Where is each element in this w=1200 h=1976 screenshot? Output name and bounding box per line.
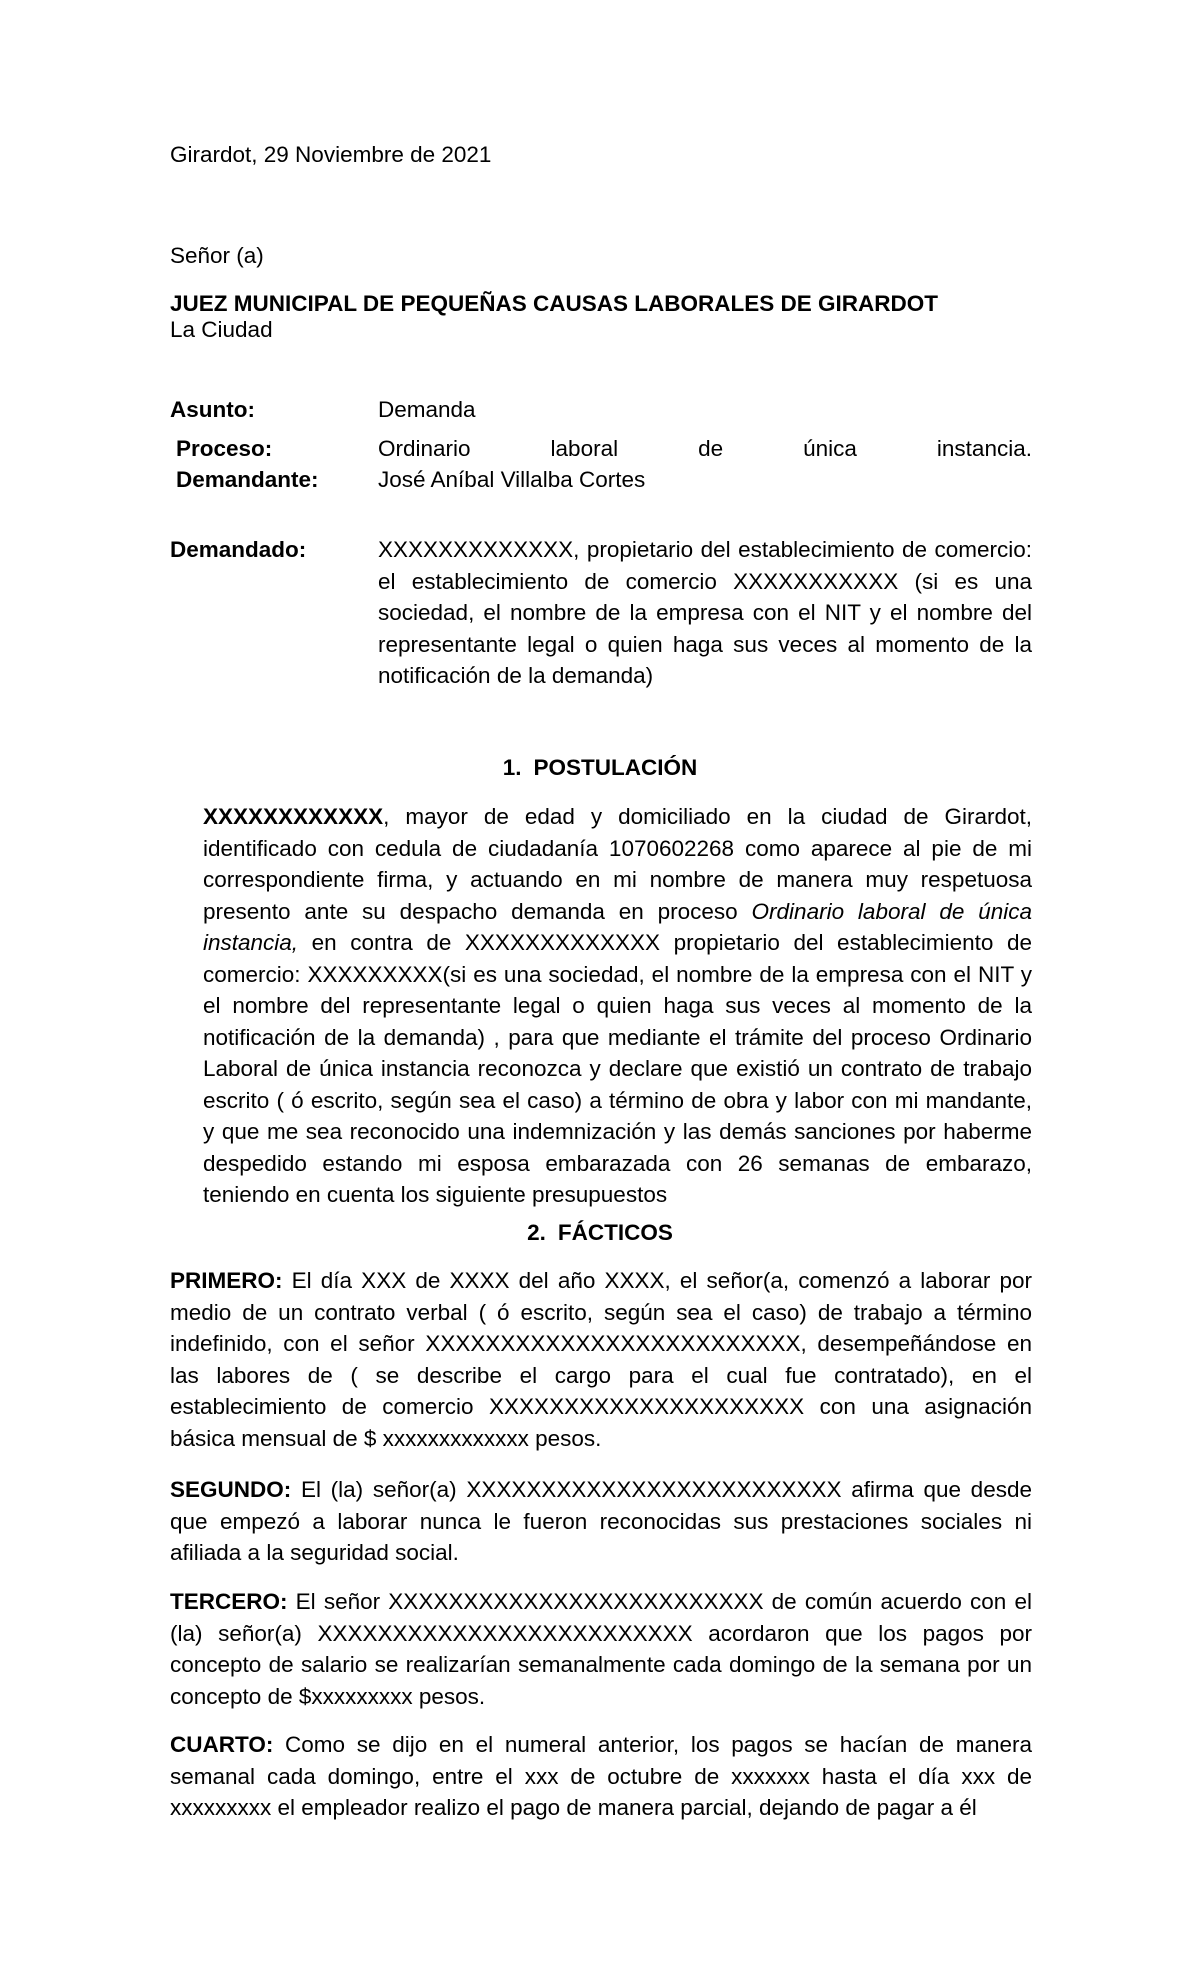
fact-label: PRIMERO: xyxy=(170,1268,283,1293)
section-heading-facticos xyxy=(0,1217,1200,1249)
proceso-word: laboral xyxy=(550,436,619,461)
fact-text: El (la) señor(a) XXXXXXXXXXXXXXXXXXXXXXXXX afirma que desde que empezó a laborar nunca le fueron reconocidas sus prestaciones sociales ni afiliada a la seguridad social. xyxy=(170,1477,1032,1565)
plaintiff-name: XXXXXXXXXXXX xyxy=(203,804,384,829)
fact-label: CUARTO: xyxy=(170,1732,274,1757)
proceso-value xyxy=(378,433,1032,465)
proceso-word: instancia. xyxy=(936,436,1032,461)
recipient-title: JUEZ MUNICIPAL DE PEQUEÑAS CAUSAS LABORALES DE GIRARDOT xyxy=(170,291,938,316)
section-heading-postulacion xyxy=(0,752,1200,784)
salutation: Señor (a) xyxy=(170,243,264,268)
fact-text: El señor XXXXXXXXXXXXXXXXXXXXXXXXX de común acuerdo con el (la) señor(a) XXXXXXXXXXXXXXXXXXXXXXXXX acordaron que los pagos por concepto de salario se realizarían semanalmente cada domingo de la semana por un concepto de $xxxxxxxxx pesos. xyxy=(170,1589,1032,1709)
section-title: POSTULACIÓN xyxy=(533,755,698,780)
proceso-word: única xyxy=(803,436,857,461)
paragraph-text: en contra de XXXXXXXXXXXXX propietario del establecimiento de comercio: XXXXXXXXX(si es una sociedad, el nombre de la empresa con el NIT y el nombre del representante legal o quien haga sus veces al momento de la notificación de la demanda) , para que mediante el trámite del proceso Ordinario Laboral de única instancia reconozca y declare que existió un contrato de trabajo escrito ( ó escrito, según sea el caso) a término de obra y labor con mi mandante, y que me sea reconocido una indemnización y las demás sanciones por haberme despedido estando mi esposa embarazada con 26 semanas de embarazo, teniendo en cuenta los siguiente presupuestos xyxy=(203,930,1032,1207)
postulacion-paragraph xyxy=(203,801,1032,1211)
proceso-word: Ordinario xyxy=(378,436,471,461)
fact-label: TERCERO: xyxy=(170,1589,288,1614)
demandado-label: Demandado: xyxy=(170,537,307,562)
demandante-value: José Aníbal Villalba Cortes xyxy=(378,467,646,492)
demandado-value: XXXXXXXXXXXXX, propietario del establecimiento de comercio: el establecimiento de comercio XXXXXXXXXXX (si es una sociedad, el nombre de la empresa con el NIT y el nombre del representante legal o quien haga sus veces al momento de la notificación de la demanda) xyxy=(378,537,1032,688)
recipient-city: La Ciudad xyxy=(170,317,273,342)
fact-paragraph-cuarto xyxy=(170,1729,1032,1824)
process-type-italic: Ordinario laboral de única instancia, xyxy=(203,898,1032,955)
date-line: Girardot, 29 Noviembre de 2021 xyxy=(170,142,492,167)
fact-paragraph-segundo xyxy=(170,1474,1032,1569)
fact-paragraph-primero xyxy=(170,1265,1032,1454)
paragraph-text: , mayor de edad y domiciliado en la ciudad de Girardot, identificado con cedula de ciudadanía 1070602268 como aparece al pie de mi correspondiente firma, y actuando en mi nombre de manera muy respetuosa presento ante su despacho demanda en proceso xyxy=(203,804,1032,924)
asunto-label: Asunto: xyxy=(170,397,255,422)
asunto-value: Demanda xyxy=(378,397,476,422)
demandante-label: Demandante: xyxy=(176,467,319,492)
proceso-label: Proceso: xyxy=(176,436,273,461)
section-title: FÁCTICOS xyxy=(557,1220,673,1245)
section-number: 2. xyxy=(527,1220,546,1245)
section-number: 1. xyxy=(502,755,522,780)
fact-label: SEGUNDO: xyxy=(170,1477,292,1502)
fact-paragraph-tercero xyxy=(170,1586,1032,1712)
fact-text: Como se dijo en el numeral anterior, los pagos se hacían de manera semanal cada domingo, entre el xxx de octubre de xxxxxxx hasta el día xxx de xxxxxxxxx el empleador realizo el pago de manera parcial, dejando de pagar a él xyxy=(170,1732,1032,1820)
proceso-word: de xyxy=(698,436,724,461)
fact-text: El día XXX de XXXX del año XXXX, el señor(a, comenzó a laborar por medio de un contrato verbal ( ó escrito, según sea el caso) de trabajo a término indefinido, con el señor XXXXXXXXXXXXXXXXXXXXXXXXX, desempeñándose en las labores de ( se describe el cargo para el cual fue contratado), en el establecimiento de comercio XXXXXXXXXXXXXXXXXXXXX con una asignación básica mensual de $ xxxxxxxxxxxxx pesos. xyxy=(170,1268,1032,1451)
